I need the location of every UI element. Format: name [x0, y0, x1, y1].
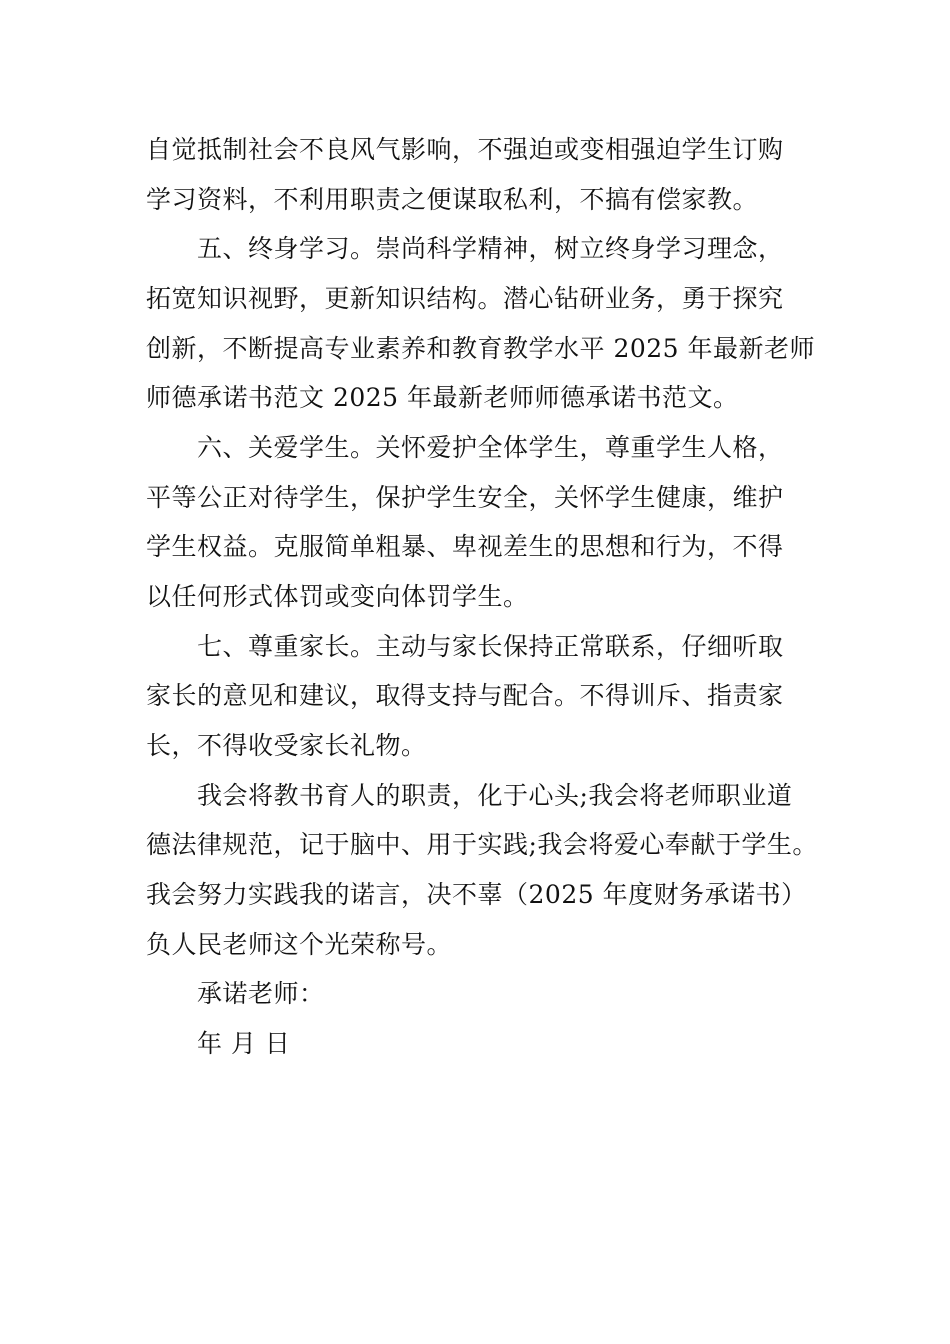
paragraph-line: 学生权益。克服简单粗暴、卑视差生的思想和行为，不得: [146, 532, 784, 561]
paragraph-line: 师德承诺书范文 2025 年最新老师师德承诺书范文。: [146, 383, 739, 412]
paragraph-line: 以任何形式体罚或变向体罚学生。: [146, 582, 529, 611]
paragraph-line: 拓宽知识视野，更新知识结构。潜心钻研业务，勇于探究: [146, 284, 784, 313]
date-line: 年 月 日: [197, 1029, 291, 1058]
paragraph-line: 学习资料，不利用职责之便谋取私利，不搞有偿家教。: [146, 185, 759, 214]
signature-label: 承诺老师：: [197, 979, 325, 1008]
paragraph-line: 长，不得收受家长礼物。: [146, 731, 427, 760]
paragraph-line: 德法律规范，记于脑中、用于实践;我会将爱心奉献于学生。: [146, 830, 818, 859]
paragraph-line: 我会努力实践我的诺言，决不辜（2025 年度财务承诺书）: [146, 880, 807, 909]
section-seven-heading-line: 七、尊重家长。主动与家长保持正常联系，仔细听取: [197, 632, 784, 661]
section-six-heading-line: 六、关爱学生。关怀爱护全体学生，尊重学生人格，: [197, 433, 784, 462]
paragraph-line: 负人民老师这个光荣称号。: [146, 930, 453, 959]
section-five-heading-line: 五、终身学习。崇尚科学精神，树立终身学习理念，: [197, 234, 784, 263]
closing-paragraph-line: 我会将教书育人的职责，化于心头;我会将老师职业道: [197, 781, 793, 810]
paragraph-line: 家长的意见和建议，取得支持与配合。不得训斥、指责家: [146, 681, 784, 710]
paragraph-line: 自觉抵制社会不良风气影响，不强迫或变相强迫学生订购: [146, 135, 784, 164]
paragraph-line: 创新，不断提高专业素养和教育教学水平 2025 年最新老师: [146, 334, 816, 363]
paragraph-line: 平等公正对待学生，保护学生安全，关怀学生健康，维护: [146, 483, 784, 512]
